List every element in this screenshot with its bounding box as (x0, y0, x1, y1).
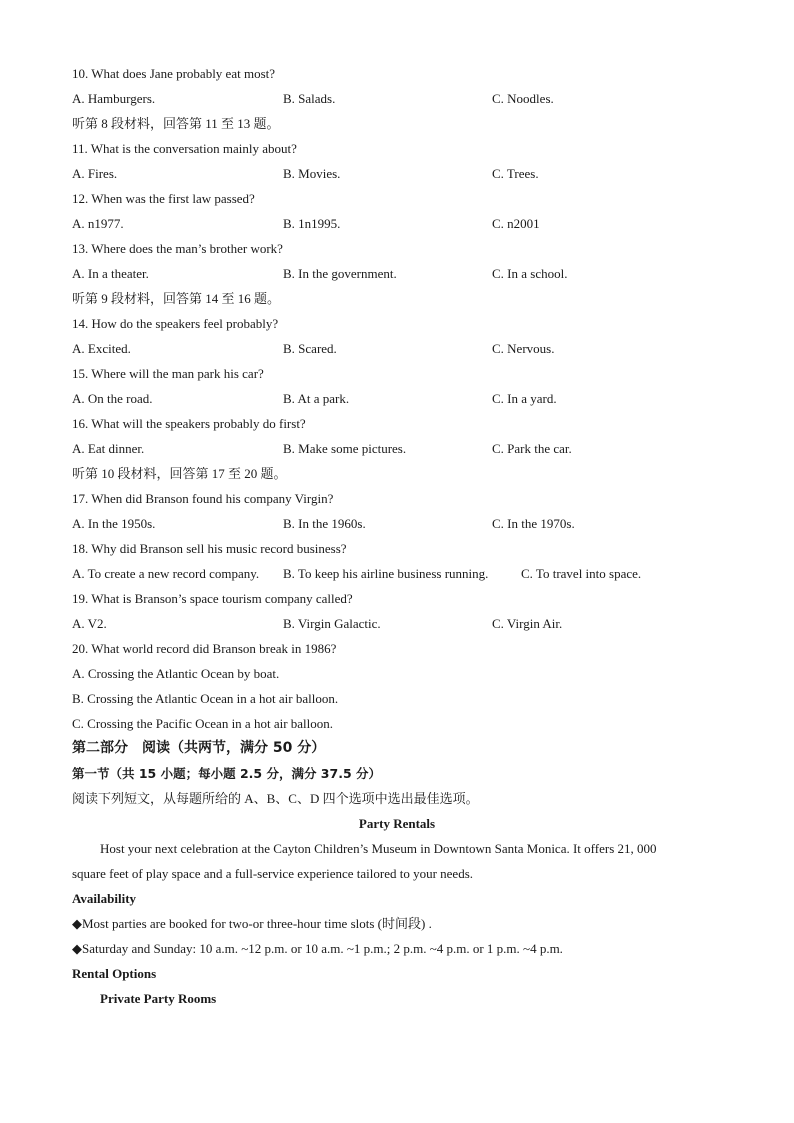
reading-instruction: 阅读下列短文，从每题所给的 A、B、C、D 四个选项中选出最佳选项。 (72, 791, 479, 806)
question-20-option-b: B. Crossing the Atlantic Ocean in a hot air balloon. (72, 691, 339, 706)
article-title: Party Rentals (358, 816, 436, 831)
question-18-option-a: A. To create a new record company. (72, 566, 260, 581)
question-10-option-c: C. Noodles. (492, 91, 554, 106)
question-14-stem: 14. How do the speakers feel probably? (72, 316, 279, 331)
question-12-option-c: C. n2001 (492, 216, 540, 231)
question-18-option-b: B. To keep his airline business running. (283, 566, 489, 581)
question-20-option-a: A. Crossing the Atlantic Ocean by boat. (72, 666, 280, 681)
question-19-option-c: C. Virgin Air. (492, 616, 563, 631)
question-12-option-b: B. 1n1995. (283, 216, 341, 231)
question-12-option-a: A. n1977. (72, 216, 124, 231)
question-13-option-b: B. In the government. (283, 266, 397, 281)
question-14-option-b: B. Scared. (283, 341, 337, 356)
question-11-stem: 11. What is the conversation mainly about? (72, 141, 297, 156)
question-11-option-a: A. Fires. (72, 166, 118, 181)
question-15-option-a: A. On the road. (72, 391, 153, 406)
question-15-stem: 15. Where will the man park his car? (72, 366, 264, 381)
direction-paragraph-8: 听第 8 段材料，回答第 11 至 13 题。 (72, 116, 280, 131)
question-19-stem: 19. What is Branson’s space tourism company called? (72, 591, 353, 606)
question-19-option-b: B. Virgin Galactic. (283, 616, 381, 631)
question-18-option-c: C. To travel into space. (521, 566, 642, 581)
question-16-option-b: B. Make some pictures. (283, 441, 407, 456)
article-intro-line-1: Host your next celebration at the Cayton Children’s Museum in Downtown Santa Monica. It offers 21, 000 (100, 841, 657, 856)
question-17-option-c: C. In the 1970s. (492, 516, 575, 531)
question-16-option-a: A. Eat dinner. (72, 441, 145, 456)
article-intro-line-2: square feet of play space and a full-service experience tailored to your needs. (72, 866, 474, 881)
question-17-stem: 17. When did Branson found his company Virgin? (72, 491, 334, 506)
question-17-option-b: B. In the 1960s. (283, 516, 366, 531)
question-20-stem: 20. What world record did Branson break in 1986? (72, 641, 337, 656)
availability-item-2: ◆Saturday and Sunday: 10 a.m. ~12 p.m. or 10 a.m. ~1 p.m.; 2 p.m. ~4 p.m. or 1 p.m. ~4 p.m. (72, 941, 563, 956)
question-18-stem: 18. Why did Branson sell his music record business? (72, 541, 347, 556)
question-10-stem: 10. What does Jane probably eat most? (72, 66, 276, 81)
question-17-option-a: A. In the 1950s. (72, 516, 156, 531)
question-20-option-c: C. Crossing the Pacific Ocean in a hot air balloon. (72, 716, 334, 731)
rental-options-heading: Rental Options (72, 966, 157, 981)
question-13-stem: 13. Where does the man’s brother work? (72, 241, 283, 256)
question-16-option-c: C. Park the car. (492, 441, 572, 456)
availability-heading: Availability (72, 891, 137, 906)
part-two-heading: 第二部分 阅读（共两节，满分 50 分） (72, 740, 326, 756)
question-10-option-b: B. Salads. (283, 91, 336, 106)
direction-paragraph-10: 听第 10 段材料，回答第 17 至 20 题。 (72, 466, 287, 481)
direction-paragraph-9: 听第 9 段材料，回答第 14 至 16 题。 (72, 291, 281, 306)
question-14-option-c: C. Nervous. (492, 341, 555, 356)
question-10-option-a: A. Hamburgers. (72, 91, 156, 106)
question-19-option-a: A. V2. (72, 616, 107, 631)
question-16-stem: 16. What will the speakers probably do first? (72, 416, 306, 431)
availability-item-1: ◆Most parties are booked for two-or three-hour time slots (时间段) . (72, 916, 432, 931)
question-14-option-a: A. Excited. (72, 341, 131, 356)
question-13-option-c: C. In a school. (492, 266, 568, 281)
question-11-option-c: C. Trees. (492, 166, 539, 181)
question-15-option-c: C. In a yard. (492, 391, 557, 406)
question-11-option-b: B. Movies. (283, 166, 341, 181)
question-12-stem: 12. When was the first law passed? (72, 191, 255, 206)
private-party-rooms-heading: Private Party Rooms (100, 991, 217, 1006)
question-15-option-b: B. At a park. (283, 391, 350, 406)
section-one-heading: 第一节（共 15 小题；每小题 2.5 分，满分 37.5 分） (72, 766, 381, 781)
question-13-option-a: A. In a theater. (72, 266, 149, 281)
